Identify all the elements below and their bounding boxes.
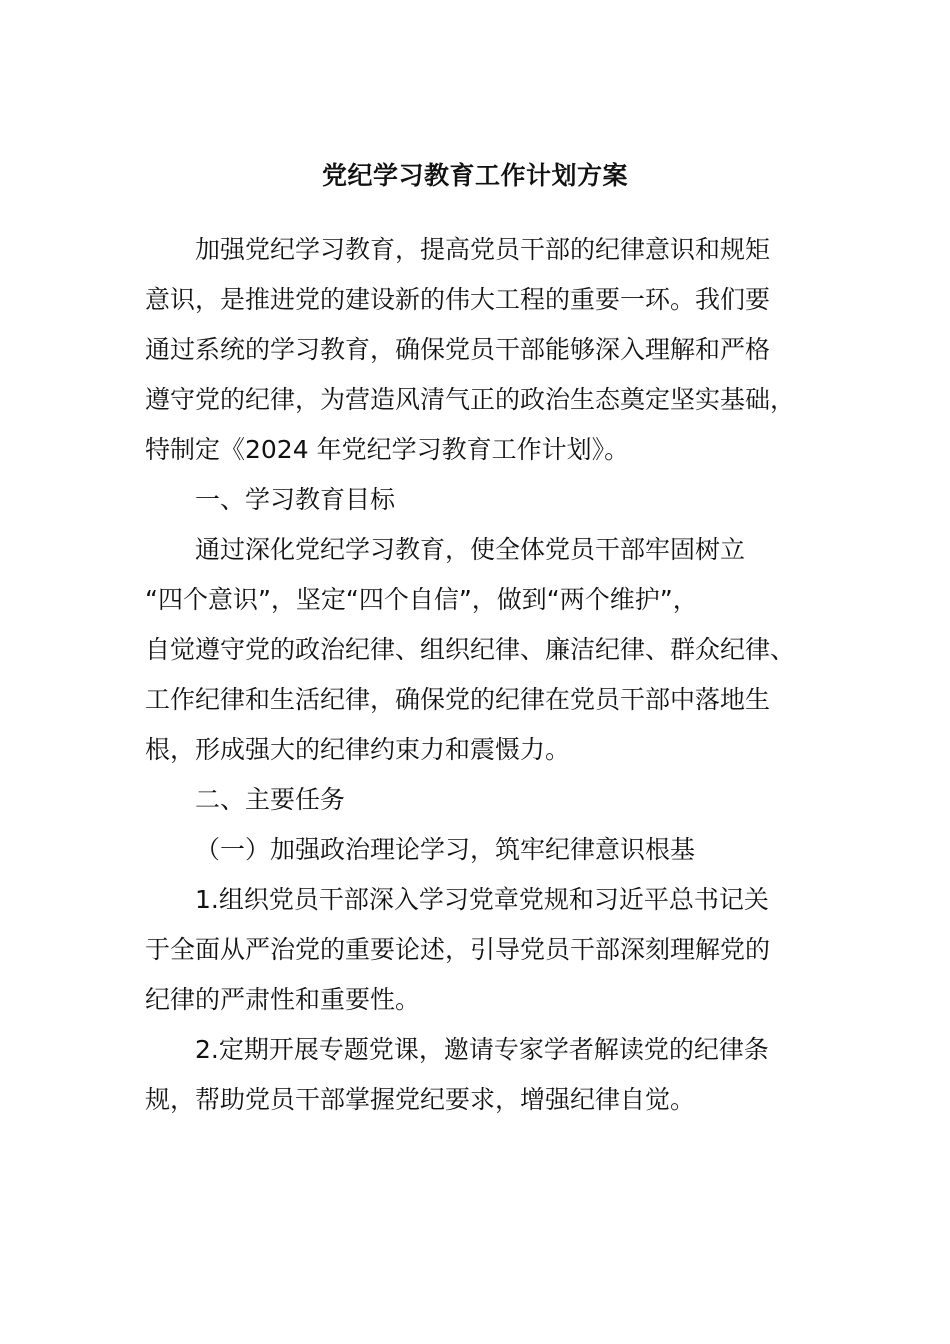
paragraph-goals-line-5: 根，形成强大的纪律约束力和震慑力。 xyxy=(145,735,571,764)
paragraph-intro-line-5: 特制定《2024 年党纪学习教育工作计划》。 xyxy=(145,435,630,464)
item-1-line-3: 纪律的严肃性和重要性。 xyxy=(145,985,421,1014)
paragraph-goals-line-4: 工作纪律和生活纪律，确保党的纪律在党员干部中落地生 xyxy=(145,685,771,714)
document-title: 党纪学习教育工作计划方案 xyxy=(321,161,628,190)
subsection-heading-1: （一）加强政治理论学习，筑牢纪律意识根基 xyxy=(195,835,696,864)
section-heading-goals: 一、学习教育目标 xyxy=(195,485,396,514)
paragraph-intro-line-1: 加强党纪学习教育，提高党员干部的纪律意识和规矩 xyxy=(195,235,771,264)
paragraph-goals-line-3: 自觉遵守党的政治纪律、组织纪律、廉洁纪律、群众纪律、 xyxy=(145,635,796,664)
section-heading-tasks: 二、主要任务 xyxy=(195,785,346,814)
item-1-line-2: 于全面从严治党的重要论述，引导党员干部深刻理解党的 xyxy=(145,935,771,964)
item-2-line-2: 规，帮助党员干部掌握党纪要求，增强纪律自觉。 xyxy=(145,1085,696,1114)
item-1-line-1: 1.组织党员干部深入学习党章党规和习近平总书记关 xyxy=(195,885,769,914)
paragraph-intro-line-4: 遵守党的纪律，为营造风清气正的政治生态奠定坚实基础， xyxy=(145,385,796,414)
paragraph-goals-line-1: 通过深化党纪学习教育，使全体党员干部牢固树立 xyxy=(195,535,746,564)
paragraph-intro-line-2: 意识，是推进党的建设新的伟大工程的重要一环。我们要 xyxy=(145,285,771,314)
item-2-line-1: 2.定期开展专题党课，邀请专家学者解读党的纪律条 xyxy=(195,1035,769,1064)
paragraph-intro-line-3: 通过系统的学习教育，确保党员干部能够深入理解和严格 xyxy=(145,335,771,364)
paragraph-goals-line-2: “四个意识”，坚定“四个自信”，做到“两个维护”， xyxy=(145,585,698,614)
